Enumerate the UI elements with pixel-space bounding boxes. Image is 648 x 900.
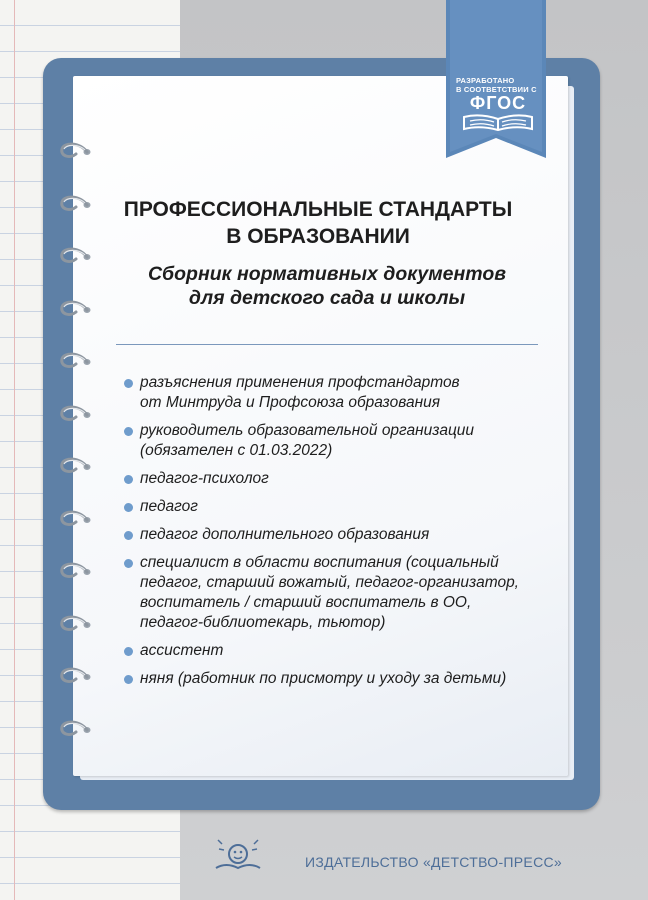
list-item: педагог дополнительного образования bbox=[124, 525, 544, 545]
publisher-logo-icon bbox=[214, 838, 262, 878]
title-line-1: ПРОФЕССИОНАЛЬНЫЕ СТАНДАРТЫ bbox=[123, 198, 513, 221]
badge-line-2: В СООТВЕТСТВИИ С bbox=[456, 85, 537, 94]
bullet-icon bbox=[124, 559, 133, 568]
page-title bbox=[100, 196, 536, 250]
bullet-icon bbox=[124, 675, 133, 684]
bullet-icon bbox=[124, 531, 133, 540]
fgos-label: ФГОС bbox=[469, 93, 527, 113]
spiral-ring bbox=[58, 403, 94, 425]
spiral-ring bbox=[58, 193, 94, 215]
list-item: педагог-психолог bbox=[124, 469, 544, 489]
spiral-ring bbox=[58, 613, 94, 635]
bullet-icon bbox=[124, 647, 133, 656]
list-item: руководитель образовательной организации (обязателен с 01.03.2022) bbox=[124, 421, 544, 461]
spiral-ring bbox=[58, 245, 94, 267]
page-subtitle bbox=[112, 262, 542, 310]
badge-line-1: РАЗРАБОТАНО bbox=[456, 76, 515, 85]
spiral-ring bbox=[58, 298, 94, 320]
publisher-name: ИЗДАТЕЛЬСТВО «ДЕТСТВО-ПРЕСС» bbox=[305, 854, 562, 870]
spiral-ring bbox=[58, 140, 94, 162]
title-line-2: В ОБРАЗОВАНИИ bbox=[226, 225, 410, 248]
list-item: няня (работник по присмотру и уходу за детьми) bbox=[124, 669, 544, 689]
bullet-icon bbox=[124, 475, 133, 484]
spiral-ring bbox=[58, 455, 94, 477]
list-item: педагог bbox=[124, 497, 544, 517]
subtitle-line-1: Сборник нормативных документов bbox=[147, 263, 507, 285]
subtitle-line-2: для детского сада и школы bbox=[188, 287, 466, 309]
divider bbox=[116, 344, 538, 345]
list-item: ассистент bbox=[124, 641, 544, 661]
bullet-icon bbox=[124, 379, 133, 388]
list-item: специалист в области воспитания (социальный педагог, старший вожатый, педагог-организатор, воспитатель / старший воспитатель в ОО, педагог-библиотекарь, тьютор) bbox=[124, 553, 544, 633]
list-item: разъяснения применения профстандартов от Минтруда и Профсоюза образования bbox=[124, 373, 544, 413]
spiral-ring bbox=[58, 718, 94, 740]
spiral-ring bbox=[58, 350, 94, 372]
bullet-icon bbox=[124, 427, 133, 436]
spiral-ring bbox=[58, 665, 94, 687]
open-book-icon bbox=[462, 113, 534, 131]
bullet-icon bbox=[124, 503, 133, 512]
spiral-ring bbox=[58, 560, 94, 582]
spiral-ring bbox=[58, 508, 94, 530]
contents-list bbox=[124, 373, 544, 697]
fgos-badge-text bbox=[456, 76, 540, 94]
